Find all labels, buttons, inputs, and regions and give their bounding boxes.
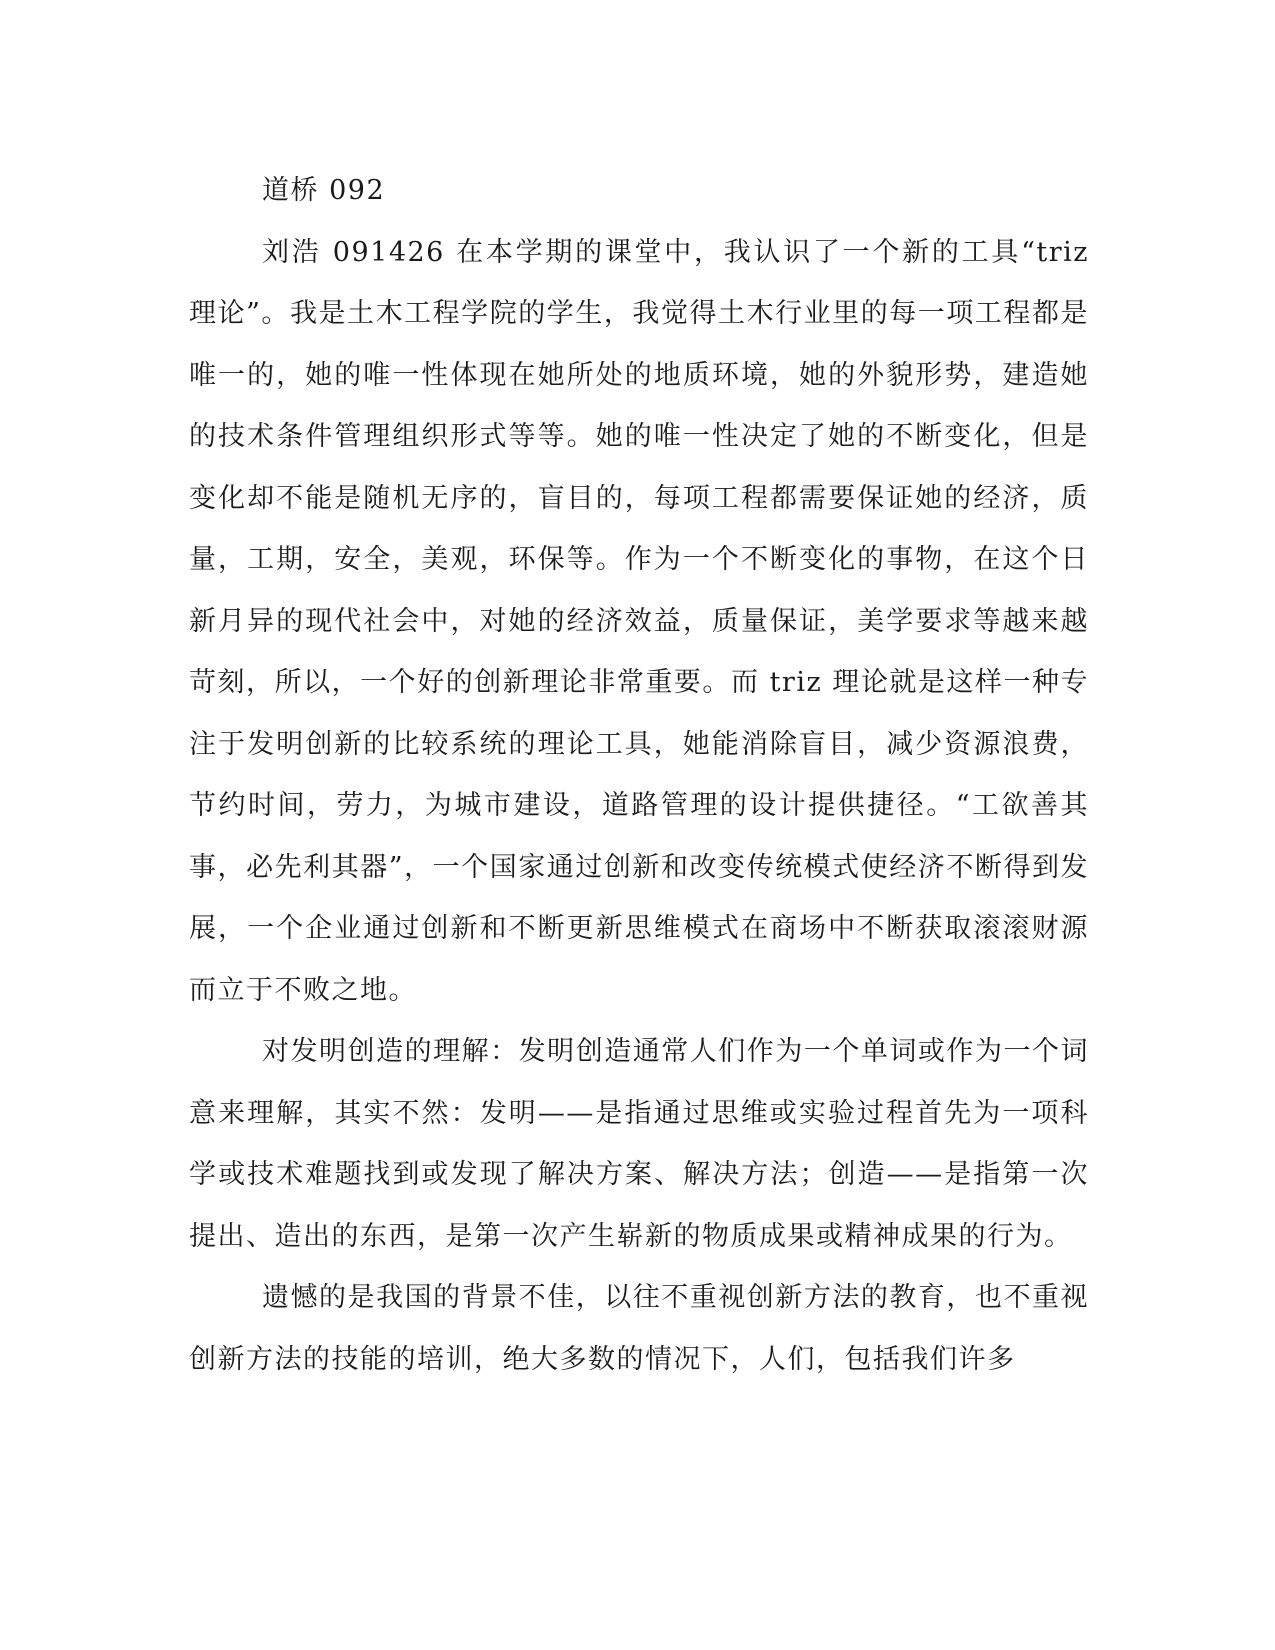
paragraph-background: 遗憾的是我国的背景不佳，以往不重视创新方法的教育，也不重视创新方法的技能的培训，绝大多数的情况下，人们，包括我们许多 (189, 1282, 1089, 1375)
paragraph-invention-definition: 对发明创造的理解：发明创造通常人们作为一个单词或作为一个词意来理解，其实不然：发明——是指通过思维或实验过程首先为一项科学或技术难题找到或发现了解决方案、解决方法；创造——是指第一次提出、造出的东西，是第一次产生崭新的物质成果或精神成果的行为。 (189, 1036, 1089, 1252)
document-body (189, 160, 1089, 1390)
paragraph-intro: 刘浩 091426 在本学期的课堂中，我认识了一个新的工具“triz 理论”。我是土木工程学院的学生，我觉得土木行业里的每一项工程都是唯一的，她的唯一性体现在她所处的地质环境，她的外貌形势，建造她的技术条件管理组织形式等等。她的唯一性决定了她的不断变化，但是变化却不能是随机无序的，盲目的，每项工程都需要保证她的经济，质量，工期，安全，美观，环保等。作为一个不断变化的事物，在这个日新月异的现代社会中，对她的经济效益，质量保证，美学要求等越来越苛刻，所以，一个好的创新理论非常重要。而 triz 理论就是这样一种专注于发明创新的比较系统的理论工具，她能消除盲目，减少资源浪费，节约时间，劳力，为城市建设，道路管理的设计提供捷径。“工欲善其事，必先利其器”，一个国家通过创新和改变传统模式使经济不断得到发展，一个企业通过创新和不断更新思维模式在商场中不断获取滚滚财源而立于不败之地。 (189, 236, 1089, 1006)
class-heading: 道桥 092 (262, 175, 386, 206)
